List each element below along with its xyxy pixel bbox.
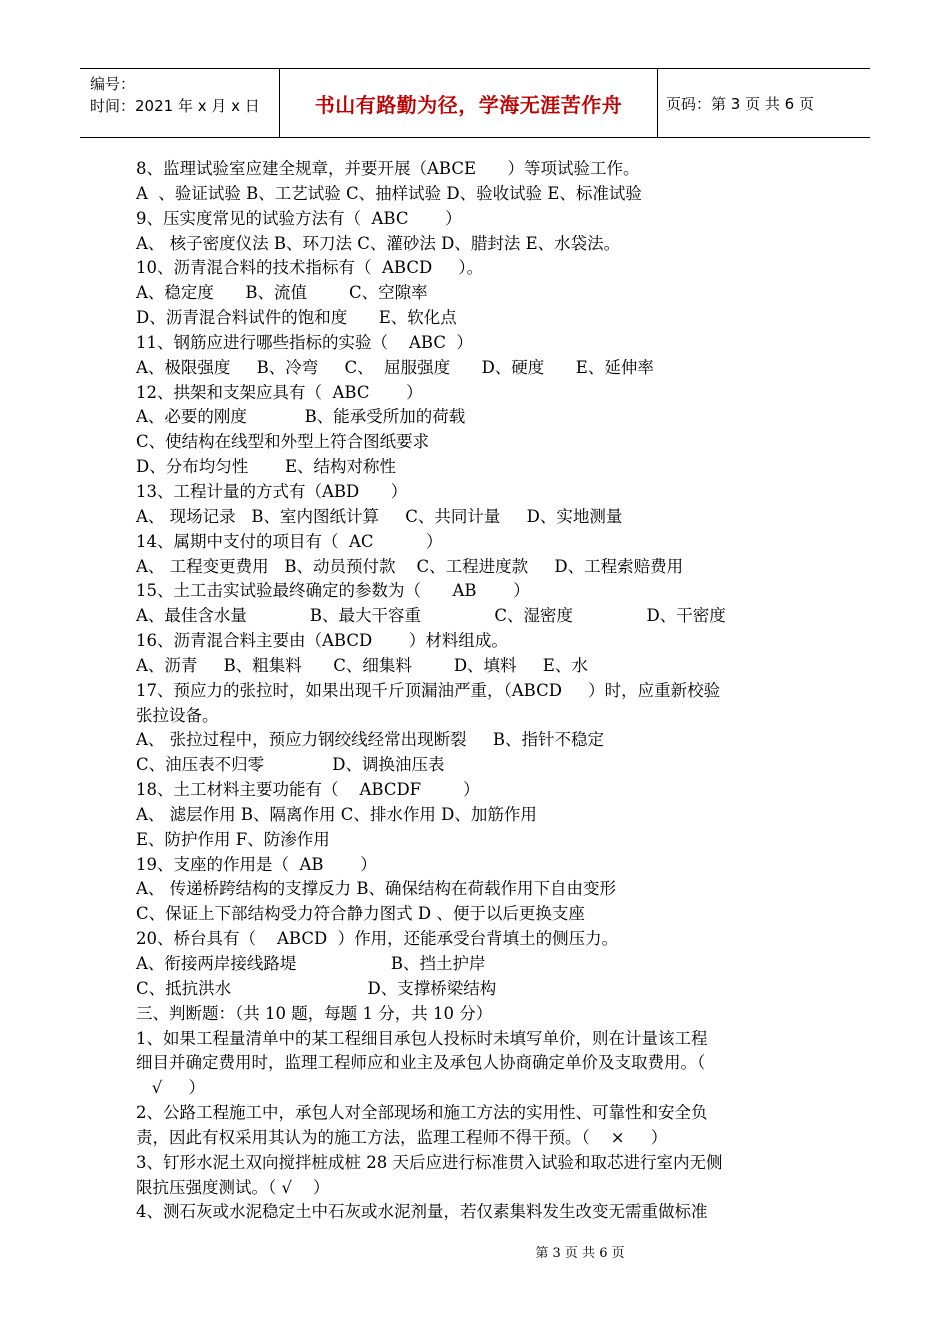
text-line: 细目并确定费用时，监理工程师应和业主及承包人协商确定单价及支取费用。（ (136, 1053, 706, 1073)
header-page-number: 页码：第 3 页 共 6 页 (666, 94, 814, 113)
page-footer (0, 1242, 950, 1261)
text-line: 17、预应力的张拉时，如果出现千斤顶漏油严重，（ABCD ）时，应重新校验 (136, 680, 721, 700)
text-line: A、衔接两岸接线路堤 B、挡土护岸 (136, 954, 486, 973)
footer-page-number: 第 3 页 共 6 页 (535, 1246, 625, 1261)
text-line: 12、拱架和支架应具有（ ABC ） (136, 382, 423, 402)
text-line: 10、沥青混合料的技术指标有（ ABCD ）。 (136, 258, 484, 278)
text-line: √ ） (136, 1078, 205, 1098)
text-line: 三、判断题：（共 10 题，每题 1 分，共 10 分） (136, 1003, 493, 1023)
text-line: D、沥青混合料试件的饱和度 E、软化点 (136, 308, 457, 328)
text-line: 18、土工材料主要功能有（ ABCDF ） (136, 780, 480, 800)
text-line: A、沥青 B、粗集料 C、细集料 D、填料 E、水 (136, 655, 588, 675)
text-line: 19、支座的作用是（ AB ） (136, 854, 377, 874)
text-line: A、 滤层作用 B、隔离作用 C、排水作用 D、加筋作用 (136, 804, 537, 824)
text-line: C、保证上下部结构受力符合静力图式 D 、便于以后更换支座 (136, 904, 585, 924)
text-line: 15、土工击实试验最终确定的参数为（ AB ） (136, 581, 530, 601)
text-line: 1、如果工程量清单中的某工程细目承包人投标时未填写单价，则在计量该工程 (136, 1028, 708, 1048)
text-line: 20、桥台具有（ ABCD ）作用，还能承受台背填土的侧压力。 (136, 929, 619, 949)
text-line: 9、压实度常见的试验方法有（ ABC ） (136, 208, 462, 228)
text-line: 3、钉形水泥土双向搅拌桩成桩 28 天后应进行标准贯入试验和取芯进行室内无侧 (136, 1152, 723, 1172)
text-line: 4、测石灰或水泥稳定土中石灰或水泥剂量，若仅素集料发生改变无需重做标准 (136, 1202, 708, 1222)
text-line: 限抗压强度测试。（ √ ） (136, 1177, 330, 1197)
text-line: 16、沥青混合料主要由（ABCD ）材料组成。 (136, 631, 508, 651)
header-meta (80, 69, 280, 137)
text-line: C、抵抗洪水 D、支撑桥梁结构 (136, 978, 497, 998)
text-line: 11、钢筋应进行哪些指标的实验（ ABC ） (136, 332, 473, 352)
text-line: A、最佳含水量 B、最大干容重 C、湿密度 D、干密度 (136, 606, 726, 626)
text-line: A 、验证试验 B、工艺试验 C、抽样试验 D、验收试验 E、标准试验 (136, 183, 642, 203)
text-line: 张拉设备。 (136, 705, 219, 725)
document-body (136, 157, 816, 1225)
text-line: A、 工程变更费用 B、动员预付款 C、工程进度款 D、工程索赔费用 (136, 556, 684, 576)
text-line: A、 现场记录 B、室内图纸计算 C、共同计量 D、实地测量 (136, 506, 623, 526)
text-line: A、必要的刚度 B、能承受所加的荷载 (136, 407, 466, 427)
text-line: A、 传递桥跨结构的支撑反力 B、确保结构在荷载作用下自由变形 (136, 879, 617, 899)
text-line: A、稳定度 B、流值 C、空隙率 (136, 283, 428, 303)
text-line: A、 核子密度仪法 B、环刀法 C、灌砂法 D、腊封法 E、水袋法。 (136, 233, 621, 253)
serial-label: 编号： (90, 75, 136, 93)
text-line: A、极限强度 B、冷弯 C、 屈服强度 D、硬度 E、延伸率 (136, 357, 654, 377)
date-label: 时间：2021 年 x 月 x 日 (90, 97, 260, 115)
text-line: 13、工程计量的方式有（ABD ） (136, 481, 408, 501)
text-line: D、分布均匀性 E、结构对称性 (136, 457, 396, 477)
text-line: C、使结构在线型和外型上符合图纸要求 (136, 432, 430, 452)
header-motto: 书山有路勤为径，学海无涯苦作舟 (280, 69, 658, 137)
text-line: E、防护作用 F、防渗作用 (136, 829, 330, 849)
text-line: 14、属期中支付的项目有（ AC ） (136, 531, 443, 551)
text-line: 责，因此有权采用其认为的施工方法，监理工程师不得干预。（ × ） (136, 1127, 668, 1147)
text-line: 8、监理试验室应建全规章，并要开展（ABCE ）等项试验工作。 (136, 159, 640, 178)
page-header (80, 68, 870, 138)
text-line: 2、公路工程施工中，承包人对全部现场和施工方法的实用性、可靠性和安全负 (136, 1103, 708, 1123)
text-line: A、 张拉过程中，预应力钢绞线经常出现断裂 B、指针不稳定 (136, 730, 605, 750)
text-line: C、油压表不归零 D、调换油压表 (136, 755, 445, 775)
